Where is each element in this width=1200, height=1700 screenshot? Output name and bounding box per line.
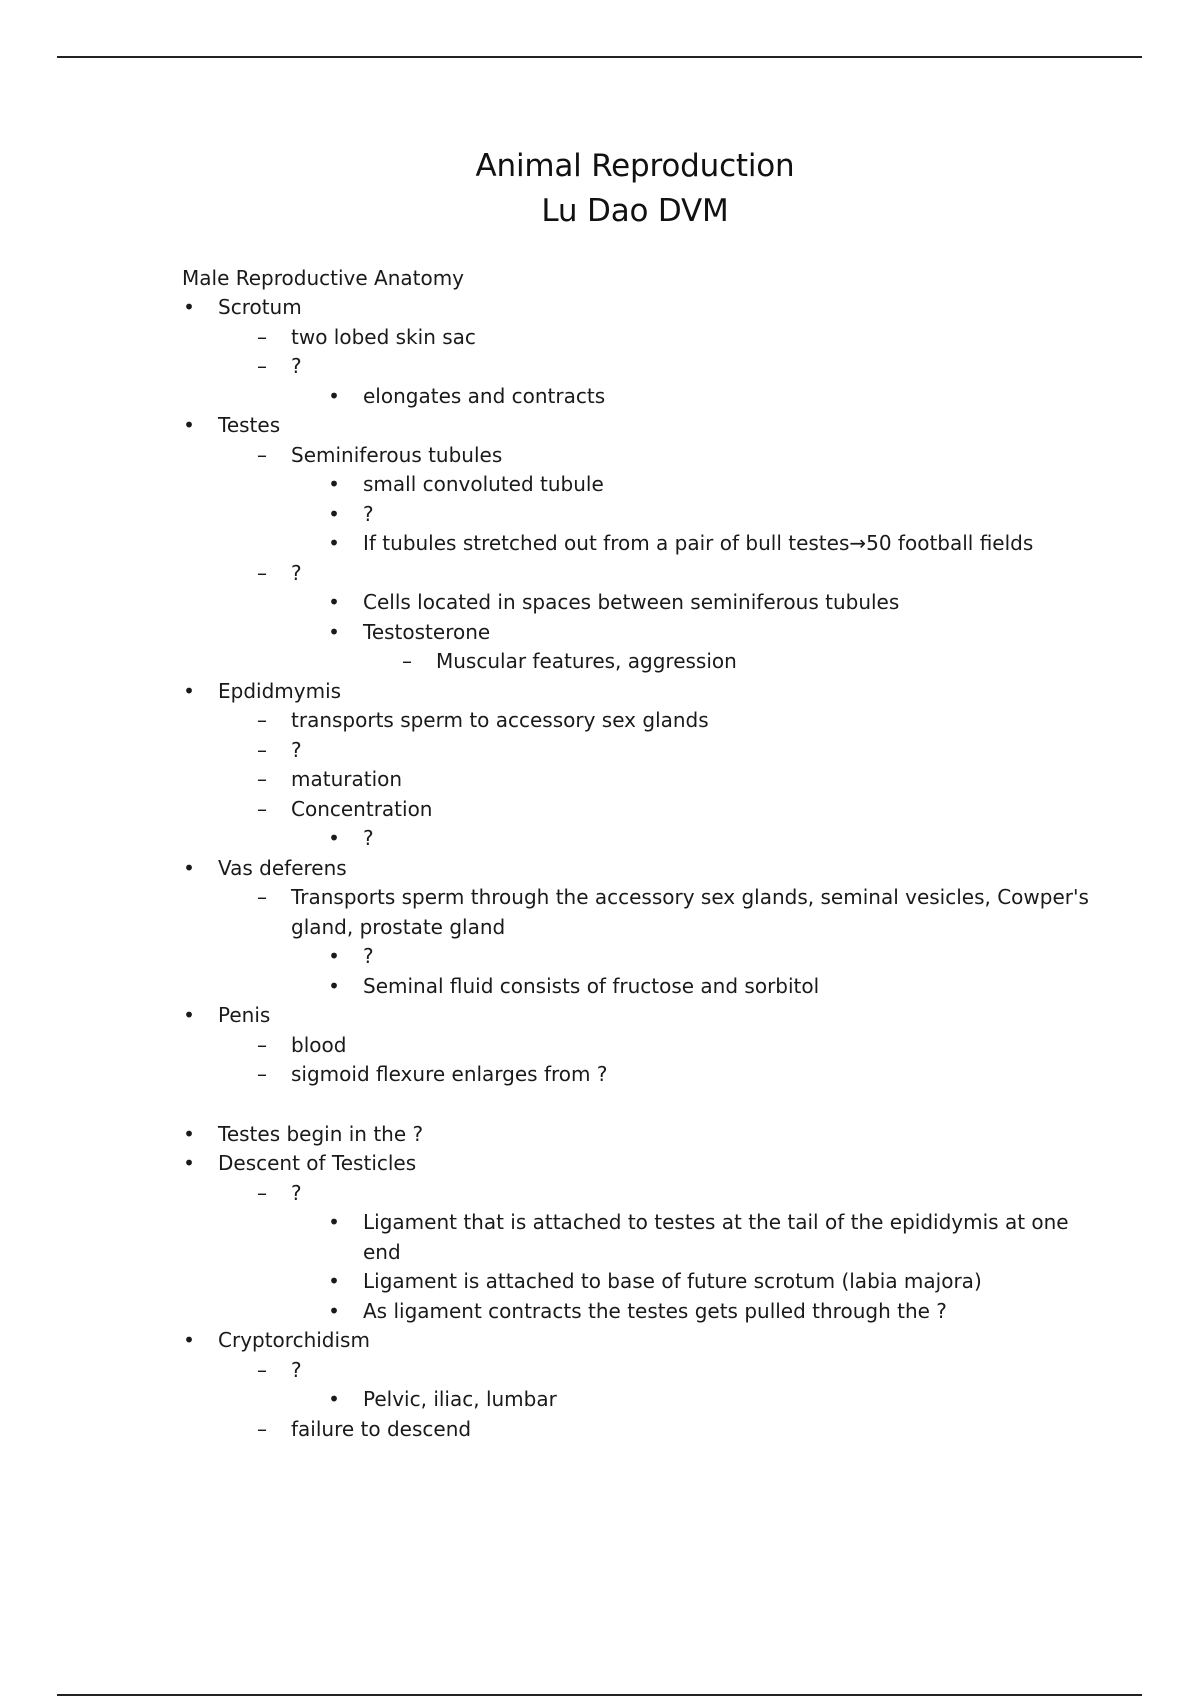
outline-item-text: Transports sperm through the accessory sex glands, seminal vesicles, Cowper's gland, prostate gland [291, 885, 1089, 939]
bullet-marker: • [183, 1121, 195, 1146]
outline-item-level-1 [182, 677, 1102, 707]
dash-marker: – [257, 560, 267, 585]
dash-marker: – [257, 885, 267, 909]
outline-item-text: Concentration [291, 796, 433, 821]
bullet-marker: • [183, 855, 195, 880]
dash-marker: – [257, 737, 267, 762]
outline-item-text: Descent of Testicles [218, 1151, 417, 1175]
outline-item-level-2 [182, 1415, 1102, 1445]
bullet-marker: • [183, 295, 195, 319]
dash-marker: – [257, 796, 267, 821]
outline-item-text: small convoluted tubule [363, 472, 604, 496]
bullet-marker: • [183, 678, 195, 703]
bullet-marker: • [183, 1151, 195, 1175]
outline-item-level-1 [182, 854, 1102, 884]
outline-item-text: Epdidmymis [218, 678, 342, 703]
dash-marker: – [257, 1032, 267, 1057]
bullet-marker: • [328, 619, 340, 644]
outline-item-text: ? [363, 501, 374, 526]
bullet-marker: • [328, 973, 340, 998]
outline-item-text: Ligament is attached to base of future scrotum (labia majora) [363, 1269, 982, 1293]
outline-item-text: If tubules stretched out from a pair of bull testes→50 football fields [363, 531, 1034, 555]
outline-item-text: ? [363, 944, 374, 968]
outline-item-text: transports sperm to accessory sex glands [291, 708, 709, 732]
outline-item-text: ? [291, 354, 302, 378]
outline-item-text: Muscular features, aggression [436, 649, 737, 673]
outline-item-text: ? [291, 737, 302, 762]
outline-item-level-3 [182, 500, 1102, 530]
bullet-marker: • [328, 1298, 340, 1323]
outline-item-level-3 [182, 1297, 1102, 1327]
outline-item-text: elongates and contracts [363, 383, 606, 408]
document-title: Animal Reproduction [475, 148, 795, 184]
outline-item-text: Testes [218, 413, 281, 437]
outline-item-text: Penis [218, 1003, 271, 1027]
document-author: Lu Dao DVM [541, 193, 729, 229]
outline-item-level-3 [182, 529, 1102, 559]
dash-marker: – [257, 324, 267, 349]
dash-marker: – [257, 1416, 267, 1441]
outline-item-level-2 [182, 559, 1102, 589]
outline-item-level-3 [182, 942, 1102, 972]
outline-item-level-3 [182, 588, 1102, 618]
outline-item-level-1 [182, 1149, 1102, 1179]
spacer [182, 1090, 1102, 1120]
section-heading: Male Reproductive Anatomy [182, 266, 465, 290]
outline-item-text: sigmoid flexure enlarges from ? [291, 1062, 608, 1086]
outline-item-level-2 [182, 1060, 1102, 1090]
outline-item-text: ? [291, 1180, 302, 1205]
bullet-marker: • [328, 826, 340, 850]
outline-item-level-3 [182, 1267, 1102, 1297]
outline-item-level-3 [182, 972, 1102, 1002]
bullet-marker: • [328, 501, 340, 526]
outline-item-text: Seminiferous tubules [291, 442, 503, 467]
outline-item-text: Cryptorchidism [218, 1328, 370, 1352]
bullet-marker: • [328, 383, 340, 408]
outline-item-level-2 [182, 736, 1102, 766]
outline-item-level-3 [182, 1385, 1102, 1415]
outline-item-text: blood [291, 1032, 347, 1057]
outline-item-text: two lobed skin sac [291, 324, 476, 349]
outline-item-text: Seminal fluid consists of fructose and sorbitol [363, 973, 820, 998]
outline-list [182, 293, 1102, 1444]
outline-item-text: Vas deferens [218, 855, 347, 880]
bullet-marker: • [328, 590, 340, 614]
outline-item-level-2 [182, 323, 1102, 353]
outline-item-text: Cells located in spaces between seminiferous tubules [363, 590, 900, 614]
footer-rule [57, 1694, 1142, 1696]
outline-item-level-3 [182, 618, 1102, 648]
outline-item-level-2 [182, 1031, 1102, 1061]
outline-item-level-2 [182, 1356, 1102, 1386]
outline-item-level-1 [182, 1001, 1102, 1031]
document-body [182, 264, 1102, 1444]
outline-item-level-1 [182, 411, 1102, 441]
bullet-marker: • [328, 1269, 340, 1293]
header-rule [57, 56, 1142, 58]
outline-item-level-2 [182, 352, 1102, 382]
dash-marker: – [257, 708, 267, 732]
bullet-marker: • [328, 531, 340, 555]
outline-item-text: failure to descend [291, 1416, 472, 1441]
outline-item-text: Pelvic, iliac, lumbar [363, 1387, 557, 1411]
outline-item-text: Testes begin in the ? [218, 1121, 424, 1146]
outline-item-level-3 [182, 470, 1102, 500]
outline-item-text: Ligament that is attached to testes at the tail of the epididymis at one end [363, 1210, 1069, 1264]
bullet-marker: • [183, 1328, 195, 1352]
outline-item-level-1 [182, 293, 1102, 323]
outline-item-level-3 [182, 824, 1102, 854]
dash-marker: – [257, 442, 267, 467]
outline-item-text: ? [363, 826, 374, 850]
outline-item-level-2 [182, 1179, 1102, 1209]
bullet-marker: • [328, 944, 340, 968]
outline-item-level-2 [182, 795, 1102, 825]
outline-item-level-3 [182, 1208, 1102, 1267]
bullet-marker: • [328, 472, 340, 496]
dash-marker: – [257, 1357, 267, 1382]
outline-item-level-2 [182, 765, 1102, 795]
dash-marker: – [257, 354, 267, 378]
bullet-marker: • [183, 1003, 195, 1027]
outline-item-level-2 [182, 706, 1102, 736]
outline-item-text: Testosterone [363, 619, 491, 644]
outline-item-text: As ligament contracts the testes gets pulled through the ? [363, 1298, 947, 1323]
outline-item-text: ? [291, 560, 302, 585]
title-block [0, 144, 1200, 234]
outline-item-level-2 [182, 441, 1102, 471]
outline-item-level-4 [182, 647, 1102, 677]
outline-item-text: ? [291, 1357, 302, 1382]
dash-marker: – [257, 1180, 267, 1205]
dash-marker: – [402, 649, 412, 673]
bullet-marker: • [328, 1210, 340, 1234]
bullet-marker: • [328, 1387, 340, 1411]
bullet-marker: • [183, 413, 195, 437]
outline-item-level-3 [182, 382, 1102, 412]
outline-item-level-2 [182, 883, 1102, 942]
outline-item-level-1 [182, 1120, 1102, 1150]
outline-item-text: maturation [291, 767, 403, 791]
dash-marker: – [257, 1062, 267, 1086]
dash-marker: – [257, 767, 267, 791]
outline-item-level-1 [182, 1326, 1102, 1356]
outline-item-text: Scrotum [218, 295, 302, 319]
